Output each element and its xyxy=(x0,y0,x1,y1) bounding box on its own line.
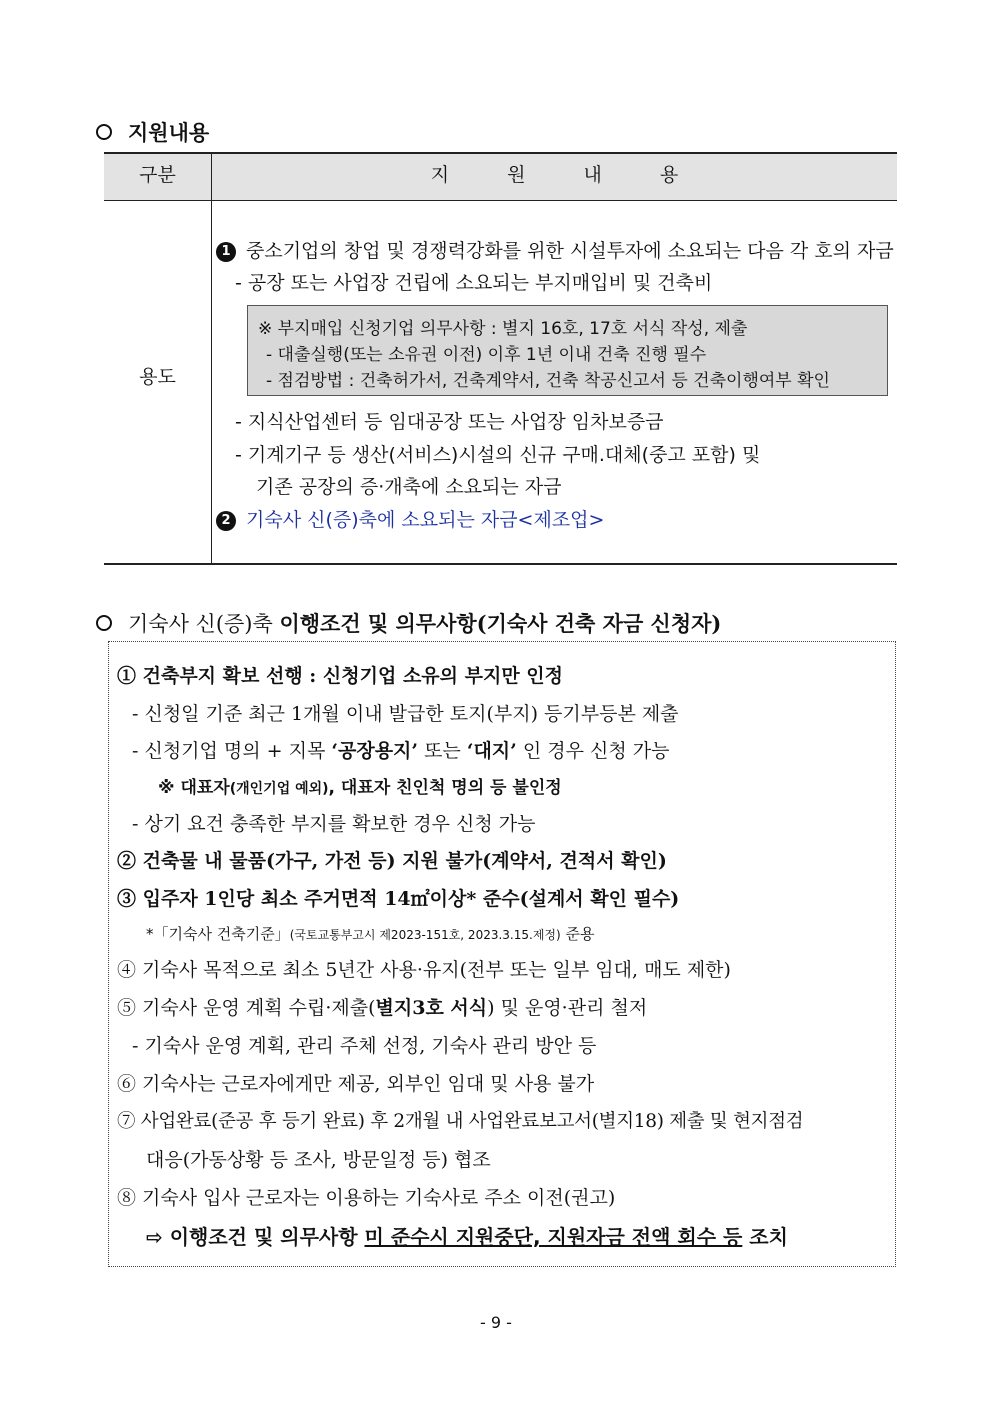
section2-title-bold: 이행조건 및 의무사항(기숙사 건축 자금 신청자) xyxy=(279,611,722,636)
number-badge-2: 2 xyxy=(216,511,236,531)
section-title-support xyxy=(96,117,209,147)
cond-5a: - 기숙사 운영 계획, 관리 주체 선정, 기숙사 관리 방안 등 xyxy=(132,1035,597,1057)
column-divider xyxy=(211,152,212,564)
cond-3-note: *「기숙사 건축기준」(국토교통부고시 제2023-151호, 2023.3.15.제정) 준용 xyxy=(146,925,595,943)
item-2 xyxy=(216,505,604,533)
section-title-dormitory xyxy=(96,608,721,638)
final-warning: ⇨ 이행조건 및 의무사항 미 준수시 지원중단, 지원자금 전액 회수 등 조치 xyxy=(146,1225,788,1249)
item-1-sub-1: - 공장 또는 사업장 건립에 소요되는 부지매입비 및 건축비 xyxy=(235,272,713,294)
header-content: 지원내용 xyxy=(430,164,737,186)
note-line-2: - 대출실행(또는 소유권 이전) 이후 1년 이내 건축 진행 필수 xyxy=(266,345,707,365)
cond-1d: - 상기 요건 충족한 부지를 확보한 경우 신청 가능 xyxy=(132,813,536,835)
circle-bullet-icon xyxy=(96,124,112,140)
cond-7b: 대응(가동상황 등 조사, 방문일정 등) 협조 xyxy=(146,1149,491,1171)
item-1 xyxy=(216,236,894,264)
cond-7a: ⑦ 사업완료(준공 후 등기 완료) 후 2개월 내 사업완료보고서(별지18) 제출 및 현지점검 xyxy=(117,1111,804,1132)
number-badge-1: 1 xyxy=(216,242,236,262)
note-line-3: - 점검방법 : 건축허가서, 건축계약서, 건축 착공신고서 등 건축이행여부 확인 xyxy=(266,371,830,391)
item-1-sub-3a: - 기계기구 등 생산(서비스)시설의 신규 구매.대체(중고 포함) 및 xyxy=(235,444,761,466)
cond-4: ④ 기숙사 목적으로 최소 5년간 사용·유지(전부 또는 일부 임대, 매도 제한) xyxy=(117,959,731,981)
page-number: - 9 - xyxy=(480,1313,512,1332)
row-label-usage: 용도 xyxy=(139,366,176,388)
cond-1: ① 건축부지 확보 선행 : 신청기업 소유의 부지만 인정 xyxy=(117,665,564,687)
item-1-text: 중소기업의 창업 및 경쟁력강화를 위한 시설투자에 소요되는 다음 각 호의 자금 xyxy=(246,240,894,262)
section-title-text: 지원내용 xyxy=(128,121,210,145)
conditions-box xyxy=(108,641,896,1267)
item-1-sub-3b: 기존 공장의 증·개축에 소요되는 자금 xyxy=(256,476,562,498)
cond-2: ② 건축물 내 물품(가구, 가전 등) 지원 불가(계약서, 견적서 확인) xyxy=(117,850,667,872)
circle-bullet-icon xyxy=(96,615,112,631)
cond-6: ⑥ 기숙사는 근로자에게만 제공, 외부인 임대 및 사용 불가 xyxy=(117,1073,595,1095)
cond-1c: ※ 대표자(개인기업 예외), 대표자 친인척 명의 등 불인정 xyxy=(158,778,562,798)
cond-1a: - 신청일 기준 최근 1개월 이내 발급한 토지(부지) 등기부등본 제출 xyxy=(132,703,679,725)
header-category: 구분 xyxy=(139,164,176,186)
section2-title-normal: 기숙사 신(증)축 xyxy=(128,612,273,636)
item-1-sub-2: - 지식산업센터 등 임대공장 또는 사업장 임차보증금 xyxy=(235,411,664,433)
cond-3: ③ 입주자 1인당 최소 주거면적 14㎡이상* 준수(설계서 확인 필수) xyxy=(117,888,680,910)
note-line-1: ※ 부지매입 신청기업 의무사항 : 별지 16호, 17호 서식 작성, 제출 xyxy=(258,319,748,339)
cond-1b: - 신청기업 명의 + 지목 ‘공장용지’ 또는 ‘대지’ 인 경우 신청 가능 xyxy=(132,740,670,762)
item-2-text: 기숙사 신(증)축에 소요되는 자금<제조업> xyxy=(246,509,605,531)
cond-5: ⑤ 기숙사 운영 계획 수립·제출(별지3호 서식) 및 운영·관리 철저 xyxy=(117,997,648,1019)
cond-8: ⑧ 기숙사 입사 근로자는 이용하는 기숙사로 주소 이전(권고) xyxy=(117,1187,616,1209)
table-bottom-border xyxy=(104,563,897,565)
